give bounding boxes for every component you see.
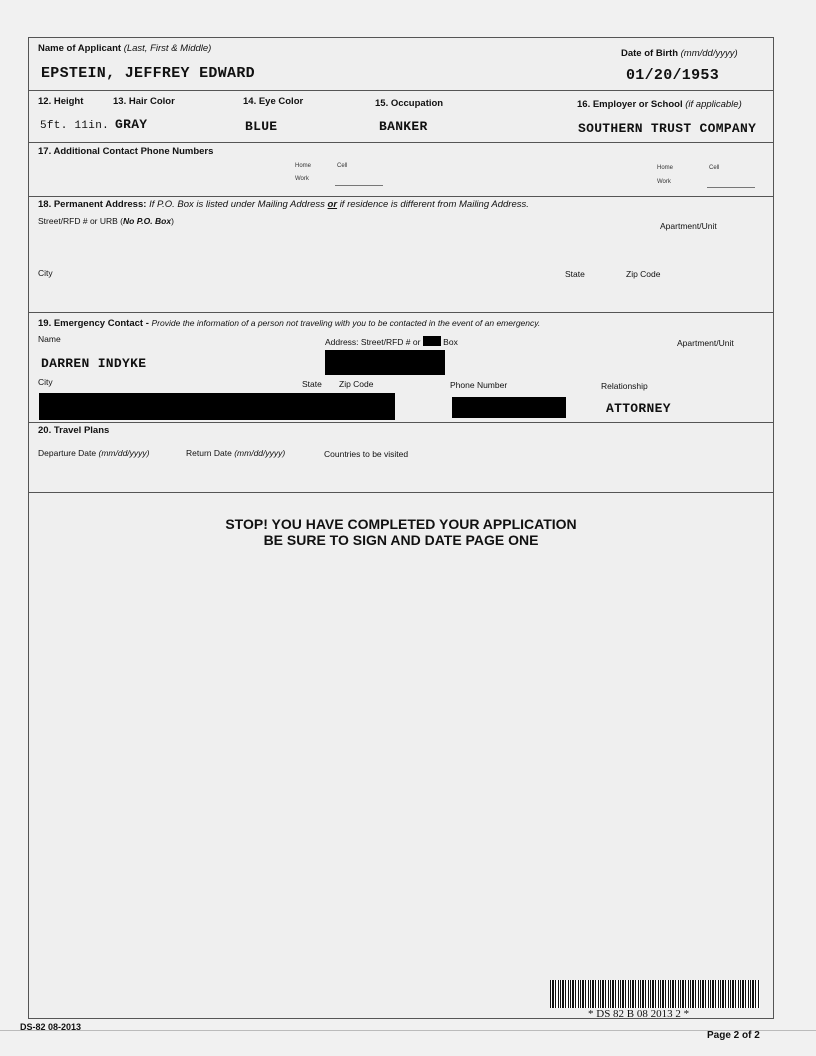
divider — [29, 422, 773, 423]
emergency-state-label: State — [302, 379, 322, 389]
permanent-address-label: 18. Permanent Address: If P.O. Box is listed under Mailing Address or if residence is different from Mailing Address. — [38, 199, 529, 210]
page-edge-line — [0, 1030, 816, 1032]
eye-color-label: 14. Eye Color — [243, 96, 304, 107]
form-id: DS-82 08-2013 — [20, 1022, 82, 1032]
occupation-label: 15. Occupation — [375, 98, 444, 109]
height-label: 12. Height — [38, 96, 84, 107]
departure-date-label: Departure Date (mm/dd/yyyy) — [38, 448, 150, 458]
emergency-city-label: City — [38, 377, 53, 387]
divider — [29, 312, 773, 313]
divider — [29, 90, 773, 91]
emergency-relationship-label: Relationship — [601, 381, 648, 391]
emergency-name-value: DARREN INDYKE — [41, 356, 147, 371]
state-label: State — [565, 269, 585, 279]
apartment-unit-label: Apartment/Unit — [660, 221, 717, 231]
applicant-name-label: Name of Applicant (Last, First & Middle) — [38, 43, 212, 54]
emergency-address-label: Address: Street/RFD # or Box — [325, 337, 458, 347]
stop-message-line-2: BE SURE TO SIGN AND DATE PAGE ONE — [263, 532, 539, 548]
cell-phone-label-1: Cell — [337, 163, 348, 169]
barcode-text: * DS 82 B 08 2013 2 * — [588, 1008, 690, 1020]
barcode — [550, 980, 760, 1008]
stop-message-line-1: STOP! YOU HAVE COMPLETED YOUR APPLICATION — [225, 516, 577, 532]
emergency-contact-label: 19. Emergency Contact - Provide the information of a person not traveling with you to be contacted in the event of an emergency. — [38, 318, 541, 329]
additional-phones-label: 17. Additional Contact Phone Numbers — [38, 146, 214, 157]
employer-label: 16. Employer or School (if applicable) — [577, 99, 742, 110]
redaction-block — [325, 350, 445, 375]
work-phone-label-2: Work — [657, 179, 671, 185]
page-number: Page 2 of 2 — [707, 1030, 760, 1041]
home-phone-label-1: Home — [295, 163, 312, 169]
height-value: 5ft. 11in. — [40, 120, 110, 132]
street-label: Street/RFD # or URB (No P.O. Box) — [38, 216, 174, 226]
occupation-value: BANKER — [379, 119, 428, 134]
emergency-apartment-label: Apartment/Unit — [677, 338, 734, 348]
divider — [29, 142, 773, 143]
divider — [29, 492, 773, 493]
eye-color-value: BLUE — [245, 119, 278, 134]
applicant-name-value: EPSTEIN, JEFFREY EDWARD — [41, 65, 255, 82]
hair-color-label: 13. Hair Color — [113, 96, 175, 107]
return-date-label: Return Date (mm/dd/yyyy) — [186, 448, 286, 458]
city-label: City — [38, 268, 53, 278]
emergency-name-label: Name — [38, 334, 61, 344]
emergency-relationship-value: ATTORNEY — [606, 401, 671, 416]
form-frame — [28, 37, 774, 1019]
dob-label: Date of Birth (mm/dd/yyyy) — [621, 48, 738, 59]
home-phone-label-2: Home — [657, 165, 674, 171]
dob-value: 01/20/1953 — [626, 67, 720, 84]
countries-label: Countries to be visited — [324, 449, 409, 459]
emergency-phone-label: Phone Number — [450, 380, 508, 390]
phone-underline — [707, 187, 755, 188]
emergency-zip-label: Zip Code — [339, 379, 374, 389]
employer-value: SOUTHERN TRUST COMPANY — [578, 121, 757, 136]
hair-color-value: GRAY — [115, 117, 148, 132]
redaction-block — [39, 393, 395, 420]
work-phone-label-1: Work — [295, 176, 309, 182]
zip-code-label: Zip Code — [626, 269, 661, 279]
divider — [29, 196, 773, 197]
redaction-block — [452, 397, 566, 418]
cell-phone-label-2: Cell — [709, 165, 720, 171]
travel-plans-label: 20. Travel Plans — [38, 425, 110, 436]
phone-underline — [335, 185, 383, 186]
